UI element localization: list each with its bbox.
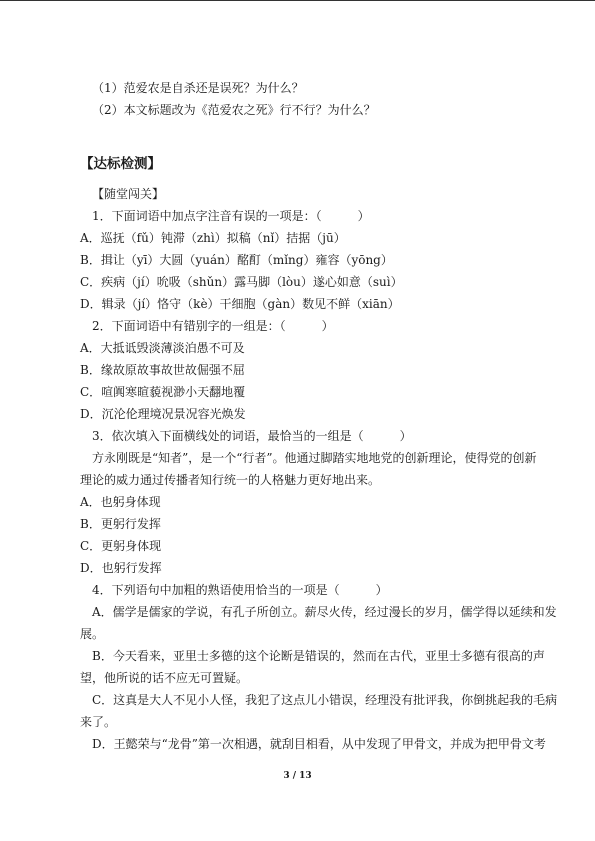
text-line: 来了。 [80,715,117,729]
text-line: 展。 [80,627,105,641]
text-line: C．这真是大人不见小人怪，我犯了这点儿小错误，经理没有批评我，你倒挑起我的毛病 [92,693,558,707]
page-number: 3 / 13 [283,771,312,781]
text-line: 望，他所说的话不应无可置疑。 [80,671,249,685]
text-line: （2）本文标题改为《范爱农之死》行不行？为什么？ [92,103,376,117]
text-line: A．大抵诋毁淡薄淡泊愚不可及 [80,341,245,355]
text-line: A．儒学是儒家的学说，有孔子所创立。薪尽火传，经过漫长的岁月，儒学得以延续和发 [92,605,557,619]
text-line: A．也躬身体现 [80,495,161,509]
section-heading: 【达标检测】 [80,156,161,172]
text-line: 【随堂闯关】 [92,187,165,201]
text-line: 4．下列语句中加粗的熟语使用恰当的一项是（ ） [92,583,388,597]
text-line: C．更躬身体现 [80,539,162,553]
text-line: B．更躬行发挥 [80,517,161,531]
text-line: A．巡抚（fǔ）钝滞（zhì）拟稿（nǐ）拮据（jū） [80,231,346,245]
text-line: 2．下面词语中有错别字的一组是：（ ） [92,319,334,333]
text-line: 1．下面词语中加点字注音有误的一项是：（ ） [92,209,370,223]
text-line: B．揖让（yī）大圆（yuán）酩酊（mǐng）雍容（yōng） [80,253,393,267]
text-line: 3．依次填入下面横线处的词语，最恰当的一组是（ ） [92,429,412,443]
text-line: D．也躬行发挥 [80,561,162,575]
text-line: 理论的威力通过传播者知行统一的人格魅力更好地出来。 [80,473,381,487]
text-line: B．缘故原故事故世故倔强不屈 [80,363,245,377]
text-line: D．辑录（jí）恪守（kè）干细胞（gàn）数见不鲜（xiān） [80,297,400,311]
text-line: （1）范爱农是自杀还是误死？为什么？ [92,81,304,95]
text-line: 方永刚既是“知者”，是一个“行者”。他通过脚踏实地地党的创新理论，使得党的创新 [92,451,537,465]
text-line: D．沉沦伦理境况景况容光焕发 [80,407,246,421]
text-line: C．疾病（jí）吮吸（shǔn）露马脚（lòu）遂心如意（suì） [80,275,403,289]
text-line: D．王懿荣与“龙骨”第一次相遇，就刮目相看，从中发现了甲骨文，并成为把甲骨文考 [92,737,546,751]
page-top-border [0,0,595,1]
text-line: C．喧阗寒暄藐视渺小天翻地覆 [80,385,246,399]
text-line: B．今天看来，亚里士多德的这个论断是错误的，然而在古代，亚里士多德有很高的声 [92,649,545,663]
